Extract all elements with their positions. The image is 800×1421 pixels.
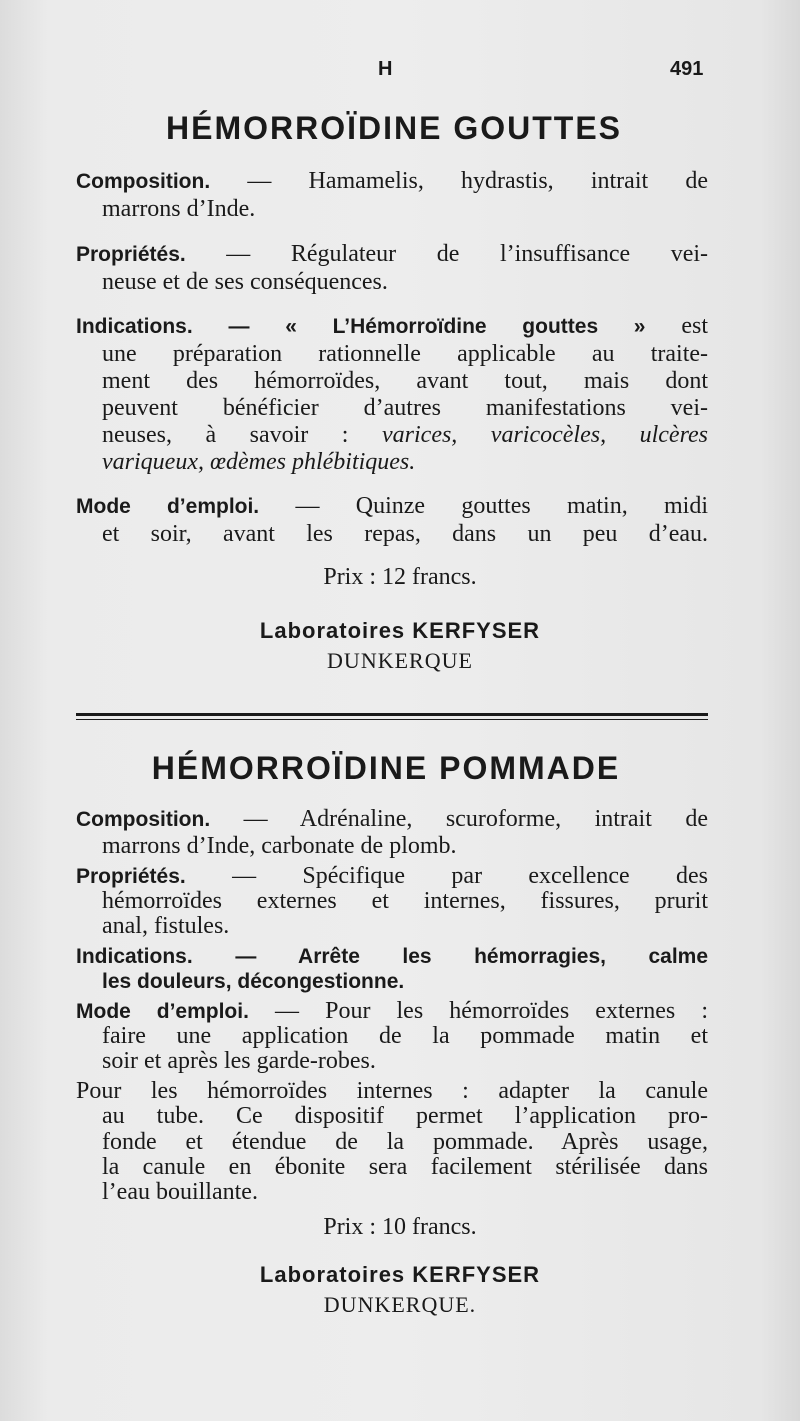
composition-line <box>76 168 708 195</box>
composition-text: — Hamamelis, hydrastis, intrait de <box>247 168 708 194</box>
internes-line-2: au tube. Ce dispositif permet l’application pro- <box>102 1103 708 1129</box>
indications-text-italic: varices, varicocèles, ulcères <box>382 422 709 448</box>
indications-line-2: les douleurs, décongestionne. <box>102 970 405 993</box>
mode-text: — Quinze gouttes matin, midi <box>295 493 709 519</box>
mode-line <box>76 493 708 520</box>
mode-text: — Pour les hémorroïdes externes : <box>275 998 709 1024</box>
indications-label: Indications. <box>76 945 193 968</box>
separator-rule-thin <box>76 719 708 720</box>
indications-line <box>76 943 708 970</box>
mode-line-2: faire une application de la pommade matin et <box>102 1023 708 1049</box>
internes-line-1: Pour les hémorroïdes internes : adapter la canule <box>76 1078 708 1104</box>
mode-label: Mode d’emploi. <box>76 495 260 518</box>
internes-line-3: fonde et étendue de la pommade. Après usage, <box>102 1129 708 1155</box>
composition-line-2: marrons d’Inde. <box>102 196 256 222</box>
proprietes-line-2: hémorroïdes externes et internes, fissures, prurit <box>102 888 708 914</box>
page-header <box>0 58 800 88</box>
mode-line-2: et soir, avant les repas, dans un peu d’eau. <box>102 521 708 547</box>
laboratory-city: DUNKERQUE <box>327 648 473 673</box>
indications-text: — Arrête les hémorragies, calme <box>235 945 708 968</box>
internes-line-4: la canule en ébonite sera facilement stérilisée dans <box>102 1154 708 1180</box>
composition-line <box>76 806 708 833</box>
indications-line-2: une préparation rationnelle applicable au traite- <box>102 341 708 367</box>
proprietes-label: Propriétés. <box>76 865 186 888</box>
proprietes-line <box>76 863 708 890</box>
price: Prix : 12 francs. <box>323 564 477 590</box>
internes-line-5: l’eau bouillante. <box>102 1179 258 1205</box>
indications-line-3: ment des hémorroïdes, avant tout, mais dont <box>102 368 708 394</box>
proprietes-line-3: anal, fistules. <box>102 913 230 939</box>
proprietes-line <box>76 241 708 268</box>
indications-line-5 <box>102 422 708 448</box>
section-letter: H <box>378 58 393 80</box>
composition-label: Composition. <box>76 808 211 831</box>
composition-text: — Adrénaline, scuroforme, intrait de <box>243 806 709 832</box>
price: Prix : 10 francs. <box>323 1214 477 1240</box>
indications-text: est <box>681 313 709 339</box>
mode-label: Mode d’emploi. <box>76 1000 249 1023</box>
indications-product-name: — « L’Hémorroïdine gouttes » <box>228 315 646 338</box>
indications-text-a: neuses, à savoir : <box>102 422 349 448</box>
proprietes-line-2: neuse et de ses conséquences. <box>102 269 388 295</box>
product-title-gouttes: HÉMORROÏDINE GOUTTES <box>165 110 622 146</box>
composition-label: Composition. <box>76 170 211 193</box>
proprietes-text: — Régulateur de l’insuffisance vei- <box>226 241 709 267</box>
product-title-pommade: HÉMORROÏDINE POMMADE <box>151 750 621 786</box>
mode-line <box>76 998 708 1025</box>
mode-line-3: soir et après les garde-robes. <box>102 1048 376 1074</box>
indications-line-4: peuvent bénéficier d’autres manifestations vei- <box>102 395 708 421</box>
separator-rule <box>76 713 708 716</box>
indications-line <box>76 313 708 340</box>
page-number: 491 <box>670 58 704 80</box>
indications-line-6: variqueux, œdèmes phlébitiques. <box>102 449 416 475</box>
indications-label: Indications. <box>76 315 193 338</box>
laboratory-name: Laboratoires KERFYSER <box>259 618 541 643</box>
laboratory-name: Laboratoires KERFYSER <box>259 1262 541 1287</box>
composition-line-2: marrons d’Inde, carbonate de plomb. <box>102 833 457 859</box>
proprietes-text: — Spécifique par excellence des <box>232 863 708 889</box>
proprietes-label: Propriétés. <box>76 243 186 266</box>
laboratory-city: DUNKERQUE. <box>323 1292 477 1317</box>
